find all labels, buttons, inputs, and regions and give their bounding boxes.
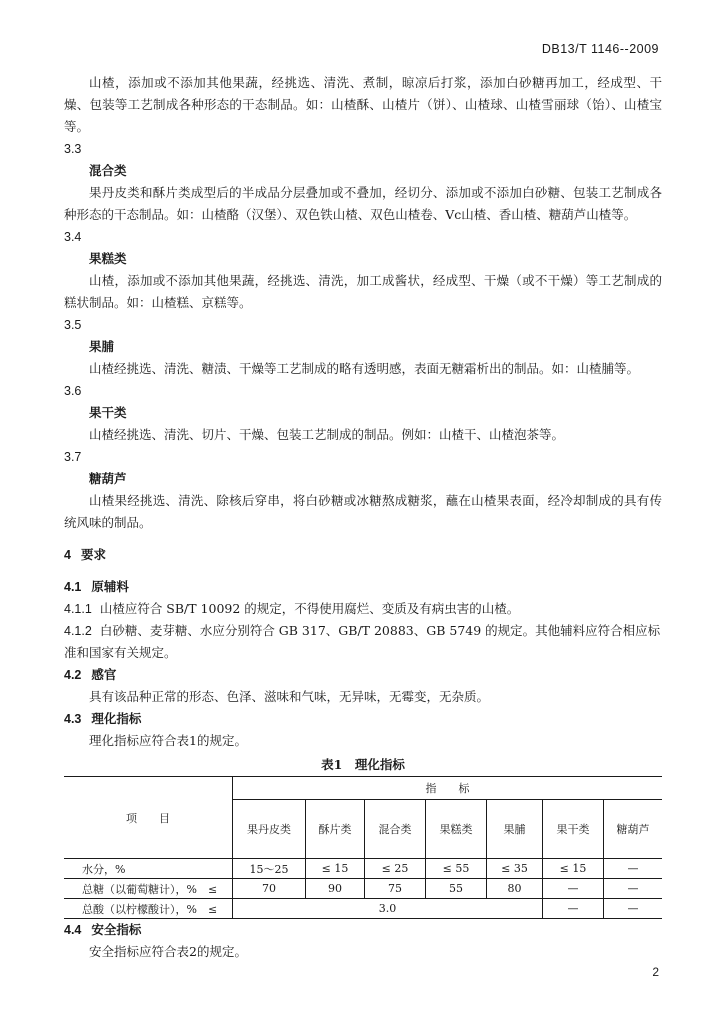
clause-4-1-2 [64, 620, 662, 664]
section-4-4-heading [64, 919, 662, 941]
merged-cell: 3.0 [233, 899, 543, 919]
section-3-3 [64, 138, 662, 226]
section-number: 3.3 [64, 142, 82, 156]
column-header: 果糕类 [426, 800, 487, 859]
table-cell: — [604, 879, 663, 899]
term-definition: 果丹皮类和酥片类成型后的半成品分层叠加或不叠加，经切分、添加或不添加白砂糖、包装工艺制成各种形态的干态制品。如：山楂酪（汉堡）、双色铁山楂、双色山楂卷、Vc山楂、香山楂、糖葫芦山楂等。 [64, 185, 662, 222]
section-3-5 [64, 314, 662, 380]
safety-text: 安全指标应符合表2的规定。 [89, 944, 247, 959]
table-row [64, 879, 662, 899]
table-cell: ≤ 25 [365, 859, 426, 879]
term-title: 果干类 [89, 405, 127, 420]
table-1-title: 表1 理化指标 [321, 757, 405, 772]
section-4-2-heading [64, 664, 662, 686]
standard-code: DB13/T 1146--2009 [541, 42, 659, 56]
table-cell: 75 [365, 879, 426, 899]
term-title: 混合类 [89, 163, 127, 178]
table-row [64, 899, 662, 919]
section-3-6 [64, 380, 662, 446]
table-1 [64, 776, 662, 919]
term-definition: 山楂经挑选、清洗、糖渍、干燥等工艺制成的略有透明感，表面无糖霜析出的制品。如：山楂脯等。 [89, 361, 640, 376]
section-4-3-heading [64, 708, 662, 730]
table-cell: 90 [306, 879, 365, 899]
section-number: 3.5 [64, 318, 82, 332]
column-header: 混合类 [365, 800, 426, 859]
term-title: 果脯 [89, 339, 115, 354]
table-cell: — [604, 859, 663, 879]
index-header: 指 标 [233, 777, 663, 800]
intro-paragraph: 山楂，添加或不添加其他果蔬，经挑选、清洗、煮制，晾凉后打浆，添加白砂糖再加工，经成型、干燥、包装等工艺制成各种形态的干态制品。如：山楂酥、山楂片（饼）、山楂球、山楂雪丽球（饴）、山楂宝等。 [64, 75, 662, 134]
column-header: 糖葫芦 [604, 800, 663, 859]
table-cell: 55 [426, 879, 487, 899]
section-4-heading [64, 544, 662, 566]
table-cell: — [604, 899, 663, 919]
section-number: 3.7 [64, 450, 82, 464]
section-4-1-heading [64, 576, 662, 598]
row-label: 水分，% [64, 859, 233, 879]
section-3-4 [64, 226, 662, 314]
physchem-text: 理化指标应符合表1的规定。 [89, 733, 247, 748]
table-cell: 80 [487, 879, 543, 899]
clause-number: 4.1.2 [64, 624, 92, 638]
table-cell: ≤ 35 [487, 859, 543, 879]
page-number: 2 [652, 965, 659, 979]
section-title: 要求 [80, 547, 106, 562]
section-3-7 [64, 446, 662, 534]
table-cell: — [543, 899, 604, 919]
document-body [64, 72, 662, 963]
section-number: 4.2 [64, 668, 82, 682]
section-number: 4.4 [64, 923, 82, 937]
clause-4-1-1 [64, 598, 662, 620]
table-header-row [64, 777, 662, 800]
row-label: 总糖（以葡萄糖计），% ≤ [64, 879, 233, 899]
term-title: 果糕类 [89, 251, 127, 266]
table-cell: ≤ 55 [426, 859, 487, 879]
table-cell: 70 [233, 879, 306, 899]
section-number: 4.3 [64, 712, 82, 726]
table-cell: — [543, 879, 604, 899]
column-header: 酥片类 [306, 800, 365, 859]
term-title: 糖葫芦 [89, 471, 127, 486]
table-cell: ≤ 15 [306, 859, 365, 879]
term-definition: 山楂，添加或不添加其他果蔬，经挑选、清洗，加工成酱状，经成型、干燥（或不干燥）等工艺制成的糕状制品。如：山楂糕、京糕等。 [64, 273, 662, 310]
term-definition: 山楂果经挑选、清洗、除核后穿串，将白砂糖或冰糖熬成糖浆，蘸在山楂果表面，经冷却制成的具有传统风味的制品。 [64, 493, 662, 530]
column-header: 果脯 [487, 800, 543, 859]
clause-text: 山楂应符合 SB/T 10092 的规定，不得使用腐烂、变质及有病虫害的山楂。 [99, 601, 520, 616]
section-number: 4.1 [64, 580, 82, 594]
section-title: 理化指标 [91, 711, 142, 726]
sensory-text: 具有该品种正常的形态、色泽、滋味和气味，无异味，无霉变，无杂质。 [89, 689, 490, 704]
section-number: 4 [64, 548, 71, 562]
clause-text: 白砂糖、麦芽糖、水应分别符合 GB 317、GB/T 20883、GB 5749 的规定。其他辅料应符合相应标准和国家有关规定。 [64, 623, 661, 660]
section-title: 原辅料 [91, 579, 129, 594]
table-cell: 15～25 [233, 859, 306, 879]
column-header: 果干类 [543, 800, 604, 859]
column-header: 果丹皮类 [233, 800, 306, 859]
section-number: 3.6 [64, 384, 82, 398]
table-row [64, 859, 662, 879]
row-label: 总酸（以柠檬酸计），% ≤ [64, 899, 233, 919]
section-title: 感官 [91, 667, 117, 682]
term-definition: 山楂经挑选、清洗、切片、干燥、包装工艺制成的制品。例如：山楂干、山楂泡茶等。 [89, 427, 565, 442]
section-title: 安全指标 [91, 922, 142, 937]
clause-number: 4.1.1 [64, 602, 92, 616]
item-header: 项 目 [64, 777, 233, 859]
table-cell: ≤ 15 [543, 859, 604, 879]
section-number: 3.4 [64, 230, 82, 244]
